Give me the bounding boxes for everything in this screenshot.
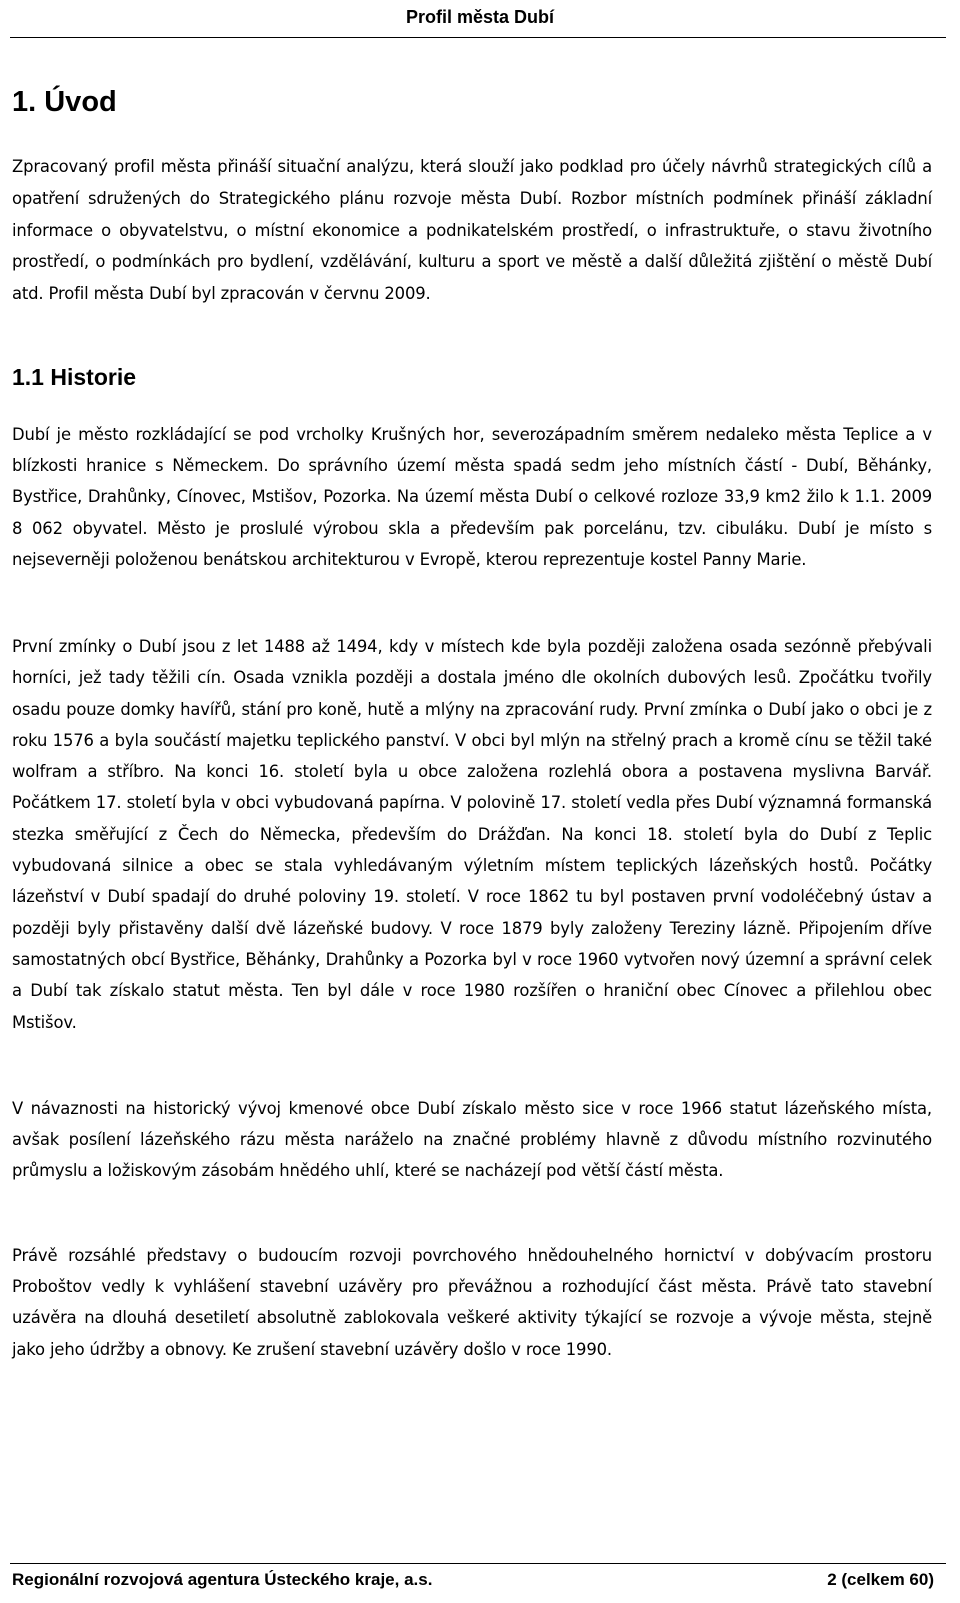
footer-page-number: 2 (celkem 60) — [827, 1570, 934, 1589]
paragraph-historie-2: První zmínky o Dubí jsou z let 1488 až 1494, kdy v místech kde byla později založena osada sezónně přebývali horníci, jež tady těžili cín. Osada vznikla později a dostala jméno dle okolních dubových lesů. Zpočátku tvořily osadu pouze domky havířů, stání pro koně, hutě a mlýny na zpracování rudy. První zmínka o Dubí jako o obci je z roku 1576 a byla součástí majetku teplického panství. V obci byl mlýn na střelný prach a kromě cínu se těžil také wolfram a stříbro. Na konci 16. století byla u obce založena rozlehlá obora a postavena myslivna Barvář. Počátkem 17. století byla v obci vybudovaná papírna. V polovině 17. století vedla přes Dubí významná formanská stezka směřující z Čech do Německa, především do Drážďan. Na konci 18. století byla do Dubí z Teplic vybudovaná silnice a obec se stala vyhledávaným výletním místem teplických lázeňských hostů. Počátky lázeňství v Dubí spadají do druhé poloviny 19. století. V roce 1862 tu byl postaven první vodoléčebný ústav a později byly přistavěny další dvě lázeňské budovy. V roce 1879 byly založeny Tereziny lázně. Připojením dříve samostatných obcí Bystřice, Běhánky, Drahůnky a Pozorka byl v roce 1960 vytvořen nový územní a správní celek a Dubí tak získalo statut města. Ten byl dále v roce 1980 rozšířen o hraniční obec Cínovec a přilehlou obec Mstišov. — [12, 637, 932, 1032]
paragraph-historie-1: Dubí je město rozkládající se pod vrcholky Krušných hor, severozápadním směrem nedaleko města Teplice a v blízkosti hranice s Německem. Do správního území města spadá sedm jeho místních částí - Dubí, Běhánky, Bystřice, Drahůnky, Cínovec, Mstišov, Pozorka. Na území města Dubí o celkové rozloze 33,9 km2 žilo k 1.1. 2009 8 062 obyvatel. Město je proslulé výrobou skla a především pak porcelánu, tzv. cibuláku. Dubí je místo s nejseverněji položenou benátskou architekturou v Evropě, kterou reprezentuje kostel Panny Marie. — [12, 425, 932, 569]
footer-organization: Regionální rozvojová agentura Ústeckého kraje, a.s. — [12, 1570, 433, 1589]
section-heading-uvod: 1. Úvod — [12, 86, 117, 118]
paragraph-historie-3: V návaznosti na historický vývoj kmenové obce Dubí získalo město sice v roce 1966 statut lázeňského místa, avšak posílení lázeňského rázu města naráželo na značné problémy hlavně z důvodu místního rozvinutého průmyslu a ložiskovým zásobám hnědého uhlí, které se nacházejí pod větší částí města. — [12, 1099, 932, 1181]
page-header: Profil města Dubí — [405, 7, 555, 27]
paragraph-uvod: Zpracovaný profil města přináší situační analýzu, která slouží jako podklad pro účely návrhů strategických cílů a opatření sdružených do Strategického plánu rozvoje města Dubí. Rozbor místních podmínek přináší základní informace o obyvatelstvu, o místní ekonomice a podnikatelském prostředí, o infrastruktuře, o stavu životního prostředí, o podmínkách pro bydlení, vzdělávání, kulturu a sport ve městě a další důležitá zjištění o městě Dubí atd. Profil města Dubí byl zpracován v červnu 2009. — [12, 157, 932, 304]
header-divider — [10, 37, 946, 38]
page-footer — [12, 1570, 934, 1590]
paragraph-historie-4: Právě rozsáhlé představy o budoucím rozvoji povrchového hnědouhelného hornictví v dobývacím prostoru Proboštov vedly k vyhlášení stavební uzávěry pro převážnou a rozhodující část města. Právě tato stavební uzávěra na dlouhá desetiletí absolutně zablokovala veškeré aktivity týkající se rozvoje a vývoje města, stejně jako jeho údržby a obnovy. Ke zrušení stavební uzávěry došlo v roce 1990. — [12, 1246, 932, 1359]
footer-divider — [10, 1563, 946, 1564]
section-heading-historie: 1.1 Historie — [12, 364, 136, 390]
